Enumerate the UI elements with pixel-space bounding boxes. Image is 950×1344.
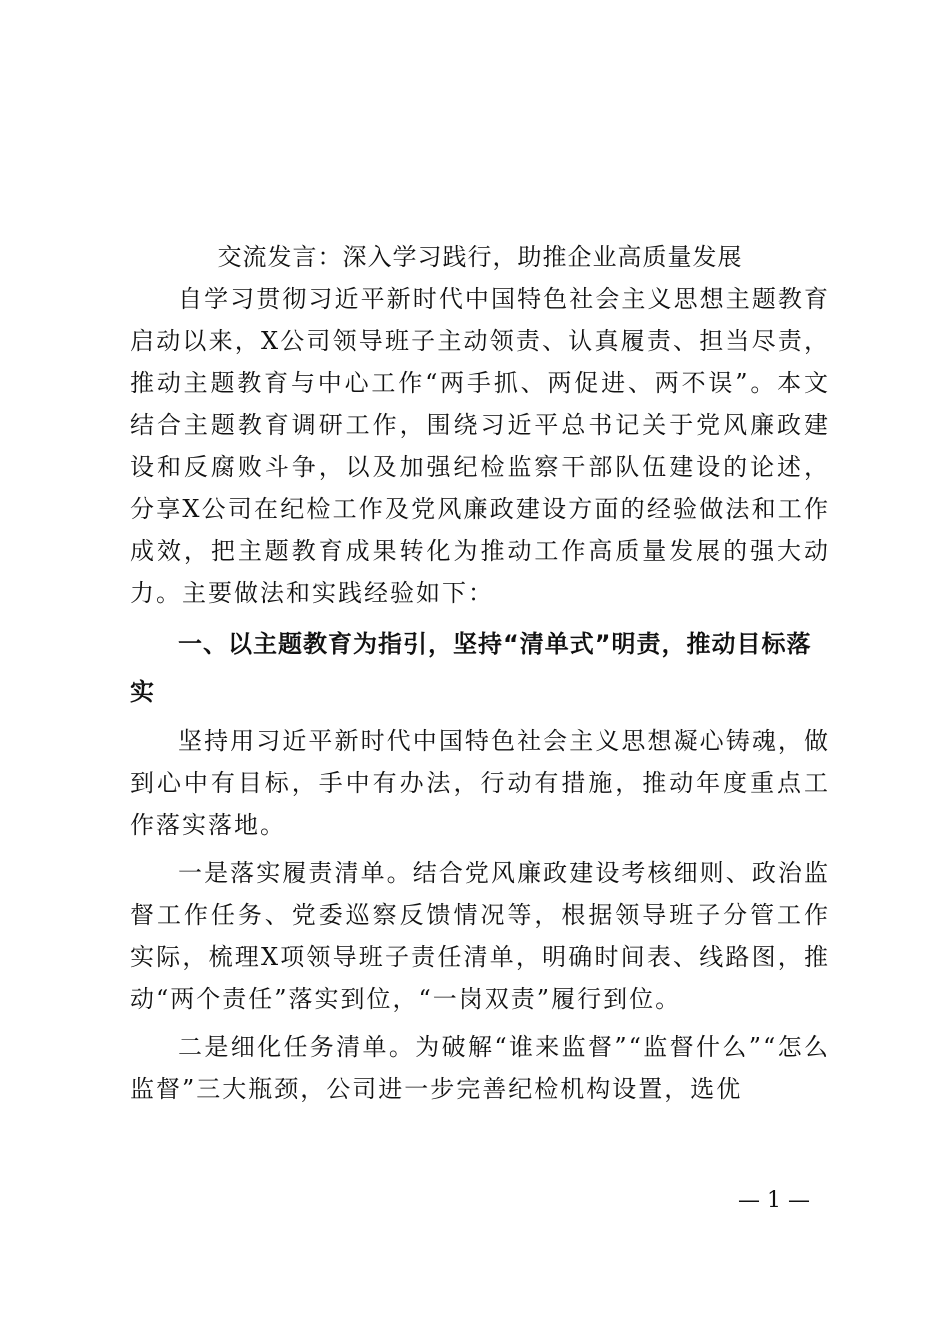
intro-paragraph: 自学习贯彻习近平新时代中国特色社会主义思想主题教育启动以来，X公司领导班子主动领责、认真履责、担当尽责，推动主题教育与中心工作“两手抓、两促进、两不误”。本文结合主题教育调研工作，围绕习近平总书记关于党风廉政建设和反腐败斗争，以及加强纪检监察干部队伍建设的论述，分享X公司在纪检工作及党风廉政建设方面的经验做法和工作成效，把主题教育成果转化为推动工作高质量发展的强大动力。主要做法和实践经验如下：	[130, 285, 830, 607]
item-1-paragraph: 一是落实履责清单。结合党风廉政建设考核细则、政治监督工作任务、党委巡察反馈情况等，根据领导班子分管工作实际，梳理X项领导班子责任清单，明确时间表、线路图，推动“两个责任”落实到位，“一岗双责”履行到位。	[130, 859, 830, 1013]
section-heading-1: 一、以主题教育为指引，坚持“清单式”明责，推动目标落实	[130, 630, 812, 706]
page-number: — 1 —	[738, 1188, 810, 1213]
document-title: 交流发言：深入学习践行，助推企业高质量发展	[217, 243, 743, 271]
item-2-paragraph: 二是细化任务清单。为破解“谁来监督”“监督什么”“怎么监督”三大瓶颈，公司进一步完善纪检机构设置，选优	[130, 1033, 830, 1103]
document-body	[130, 236, 830, 1110]
section-1-paragraph: 坚持用习近平新时代中国特色社会主义思想凝心铸魂，做到心中有目标，手中有办法，行动有措施，推动年度重点工作落实落地。	[130, 727, 830, 839]
